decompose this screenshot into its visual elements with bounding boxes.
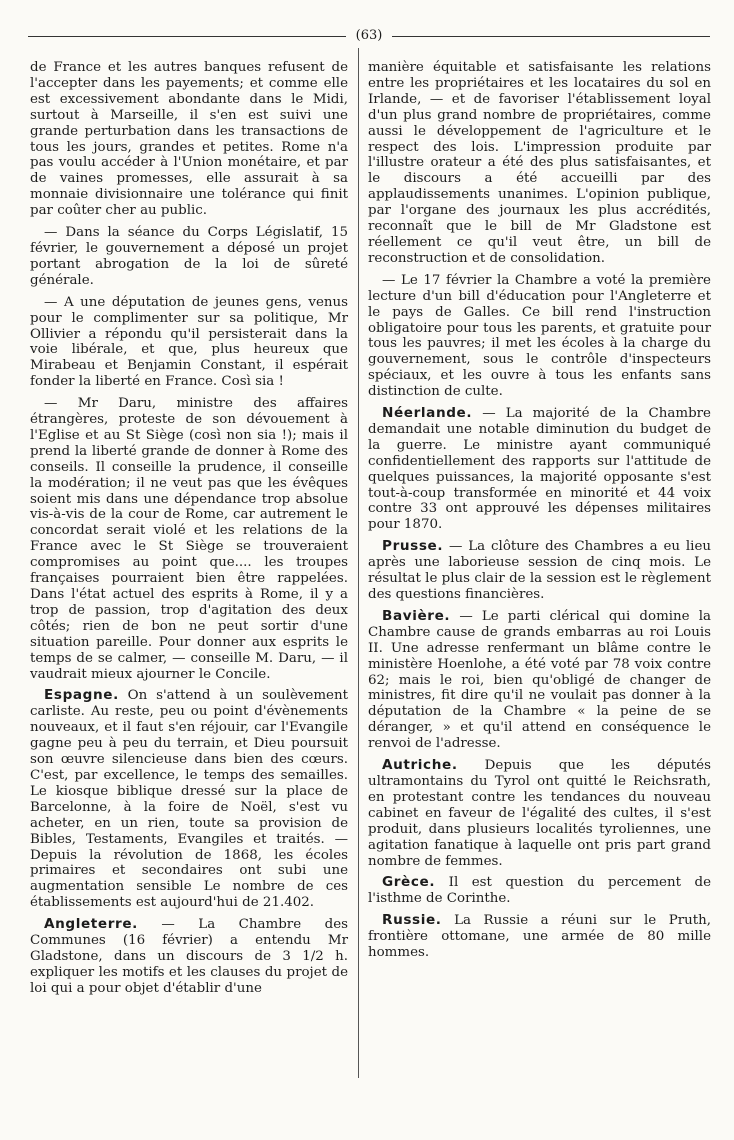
paragraph: manière équitable et satisfaisante les relations entre les propriétaires et les locataires du sol en Irlande, — et de favoriser l'établissement loyal d'un plus grand nombre de propriétaires, comme aussi le développement de l'agriculture et le respect des lois. L'impression produite par l'illustre orateur a été des plus satisfaisantes, et le discours a été accueilli par des applaudissements unanimes. L'opinion publique, par l'organe des journaux les plus accrédités, reconnaît que le bill de Mr Gladstone est réellement ce qu'il veut être, un bill de reconstruction et de consolidation.	[368, 60, 711, 266]
column-divider	[358, 48, 359, 1078]
right-column	[368, 60, 711, 967]
header-rule-right	[392, 36, 710, 37]
section-heading: Russie.	[382, 912, 442, 929]
paragraph: — Dans la séance du Corps Législatif, 15 février, le gouvernement a déposé un projet portant abrogation de la loi de sûreté générale.	[30, 225, 348, 288]
section-baviere: Bavière. — Le parti clérical qui domine la Chambre cause de grands embarras au roi Louis II. Une adresse renfermant un blâme contre le ministère Hoenlohe, a été voté par 78 voix contre 62; mais le roi, bien qu'obligé de changer de ministres, fit dire qu'il ne voulait pas donner à la députation de la Chambre « la peine de se déranger, » et qu'il attend en conséquence le renvoi de l'adresse.	[368, 607, 711, 752]
section-heading: Autriche.	[382, 757, 458, 774]
header-rule-left	[28, 36, 346, 37]
section-heading: Néerlande.	[382, 405, 473, 422]
section-grece: Grèce. Il est question du percement de l'isthme de Corinthe.	[368, 874, 711, 907]
paragraph: — Mr Daru, ministre des affaires étrangères, proteste de son dévouement à l'Eglise et au St Siège (così non sia !); mais il prend la liberté grande de donner à Rome des conseils. Il conseille la prudence, il conseille la modération; il ne veut pas que les évêques soient mis dans une dépendance trop absolue vis-à-vis de la cour de Rome, car autrement le concordat serait violé et les relations de la France avec le St Siège se trouveraient compromises au point que.... les troupes françaises pourraient bien être rappelées. Dans l'état actuel des esprits à Rome, il y a trop de passion, trop d'agitation des deux côtés; rien de bon ne peut sortir d'une situation pareille. Pour donner aux esprits le temps de se calmer, — conseille M. Daru, — il vaudrait mieux ajourner le Concile.	[30, 396, 348, 682]
left-column	[30, 60, 348, 1003]
section-heading: Grèce.	[382, 874, 436, 891]
section-espagne: Espagne. On s'attend à un soulèvement carliste. Au reste, peu ou point d'évènements nouveaux, et il faut s'en réjouir, car l'Evangile gagne peu à peu du terrain, et Dieu poursuit son œuvre silencieuse dans bien des cœurs. C'est, par excellence, le temps des semailles. Le kiosque biblique dressé sur la place de Barcelonne, à la foire de Noël, s'est vu acheter, en un rien, toute sa provision de Bibles, Testaments, Evangiles et traités. — Depuis la révolution de 1868, les écoles primaires et secondaires ont subi une augmentation sensible Le nombre de ces établissements est aujourd'hui de 21.402.	[30, 687, 348, 911]
page-number: (63)	[355, 28, 383, 43]
section-angleterre: Angleterre. — La Chambre des Communes (16 février) a entendu Mr Gladstone, dans un discours de 3 1/2 h. expliquer les motifs et les clauses du projet de loi qui a pour objet d'établir d'une	[30, 916, 348, 996]
section-heading: Bavière.	[382, 607, 451, 624]
section-heading: Espagne.	[44, 687, 119, 704]
paragraph: — A une députation de jeunes gens, venus pour le complimenter sur sa politique, Mr Ollivier a répondu qu'il persisterait dans la voie libérale, et que, plus heureux que Mirabeau et Benjamin Constant, il espérait fonder la liberté en France. Così sia !	[30, 294, 348, 390]
paragraph: — Le 17 février la Chambre a voté la première lecture d'un bill d'éducation pour l'Angleterre et le pays de Galles. Ce bill rend l'instruction obligatoire pour tous les parents, et gratuite pour tous les pauvres; il met les écoles à la charge du gouvernement, sous le contrôle d'inspecteurs spéciaux, et les ouvre à tous les enfants sans distinction de culte.	[368, 272, 711, 400]
section-heading: Prusse.	[382, 538, 444, 555]
section-autriche: Autriche. Depuis que les députés ultramontains du Tyrol ont quitté le Reichsrath, en protestant contre les tendances du nouveau cabinet en faveur de l'égalité des cultes, il s'est produit, dans plusieurs localités tyroliennes, une agitation fanatique à laquelle ont pris part grand nombre de femmes.	[368, 757, 711, 869]
section-russie: Russie. La Russie a réuni sur le Pruth, frontière ottomane, une armée de 80 mille hommes.	[368, 912, 711, 961]
section-prusse: Prusse. — La clôture des Chambres a eu lieu après une laborieuse session de cinq mois. Le résultat le plus clair de la session est le règlement des questions financières.	[368, 538, 711, 602]
section-heading: Angleterre.	[44, 916, 138, 933]
paragraph: de France et les autres banques refusent de l'accepter dans les payements; et comme elle est excessivement abondante dans le Midi, surtout à Marseille, il s'en est suivi une grande perturbation dans les transactions de tous les jours, grandes et petites. Rome n'a pas voulu accéder à l'Union monétaire, et par de vaines promesses, elle assurait à sa monnaie divisionnaire une tolérance qui finit par coûter cher au public.	[30, 60, 348, 219]
section-neerlande: Néerlande. — La majorité de la Chambre demandait une notable diminution du budget de la guerre. Le ministre ayant communiqué confidentiellement des rapports sur l'attitude de quelques puissances, la majorité opposante s'est tout-à-coup transformée en minorité et 44 voix contre 33 ont approuvé les dépenses militaires pour 1870.	[368, 405, 711, 533]
page-header	[28, 28, 710, 44]
